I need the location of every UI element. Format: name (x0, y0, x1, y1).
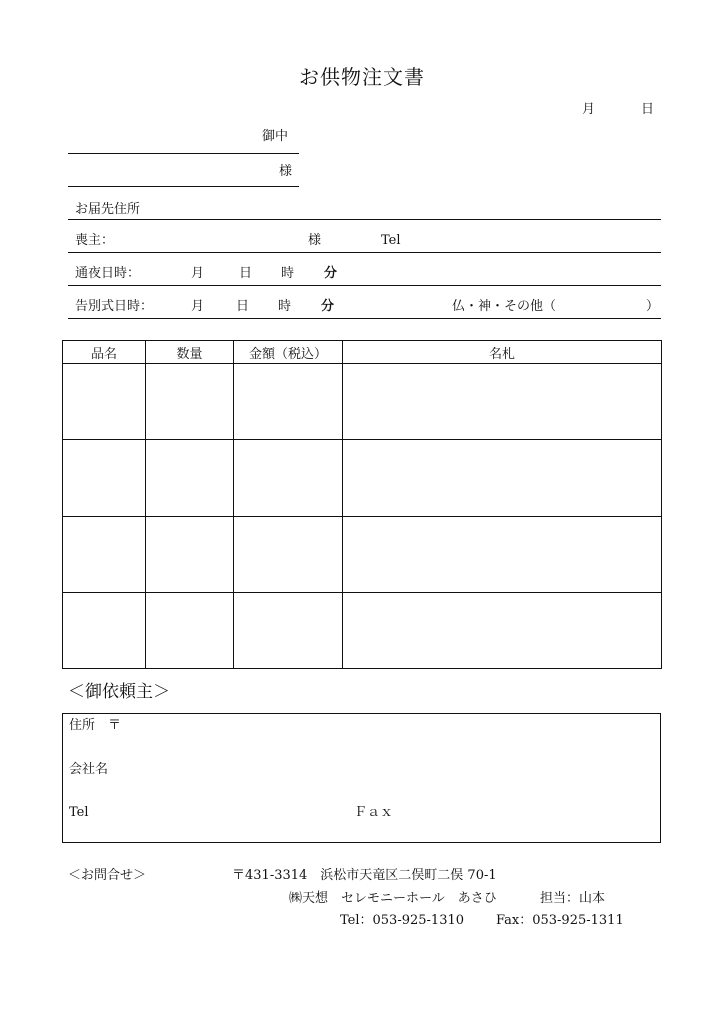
header-amount: 金額（税込） (234, 341, 343, 364)
table-row (63, 516, 662, 592)
contact-address: 〒431-3314 浜松市天竜区二俣町二俣 70-1 (232, 868, 497, 883)
contact-heading: ＜お問合せ＞ (68, 868, 147, 883)
requester-fax-label: Ｆａｘ (354, 805, 394, 820)
cell-quantity[interactable] (146, 364, 234, 440)
onchu-label: 御中 (262, 129, 289, 144)
mourner-tel-label: Tel (381, 233, 401, 248)
table-row (63, 592, 662, 668)
requester-address-label: 住所 〒 (69, 718, 122, 733)
cell-quantity[interactable] (146, 516, 234, 592)
funeral-line[interactable] (68, 318, 661, 319)
funeral-datetime-label: 告別式日時： (75, 299, 154, 314)
cell-item-name[interactable] (63, 592, 146, 668)
wake-datetime-label: 通夜日時： (75, 266, 141, 281)
cell-amount[interactable] (234, 592, 343, 668)
wake-line[interactable] (68, 285, 661, 286)
requester-company-label: 会社名 (69, 762, 109, 777)
recipient-company-line[interactable] (68, 153, 299, 154)
contact-tel: Tel：053-925-1310 (340, 913, 465, 928)
wake-hour-label: 時 (281, 266, 295, 281)
mourner-sama-label: 様 (308, 233, 322, 248)
wake-minute-label: 分 (324, 266, 338, 281)
contact-fax: Fax：053-925-1311 (496, 913, 624, 928)
sama-label: 様 (279, 164, 293, 179)
cell-name-tag[interactable] (343, 592, 662, 668)
cell-amount[interactable] (234, 516, 343, 592)
cell-quantity[interactable] (146, 592, 234, 668)
funeral-day-label: 日 (236, 299, 250, 314)
date-month-label: 月 (582, 102, 596, 117)
cell-quantity[interactable] (146, 440, 234, 516)
requester-heading: ＜御依頼主＞ (68, 682, 170, 702)
cell-item-name[interactable] (63, 440, 146, 516)
cell-item-name[interactable] (63, 516, 146, 592)
delivery-address-label: お届先住所 (75, 202, 141, 217)
mourner-label: 喪主： (75, 233, 115, 248)
cell-name-tag[interactable] (343, 516, 662, 592)
cell-item-name[interactable] (63, 364, 146, 440)
header-name-tag: 名札 (343, 341, 662, 364)
delivery-address-line[interactable] (68, 219, 661, 220)
document-title: お供物注文書 (299, 65, 425, 89)
cell-name-tag[interactable] (343, 440, 662, 516)
funeral-minute-label: 分 (321, 299, 335, 314)
religion-label: 仏・神・その他（ (452, 299, 557, 314)
date-day-label: 日 (641, 102, 655, 117)
table-row (63, 440, 662, 516)
mourner-line[interactable] (68, 252, 661, 253)
header-quantity: 数量 (146, 341, 234, 364)
contact-company: ㈱天想 セレモニーホール あさひ (289, 891, 497, 906)
offerings-table (62, 340, 662, 669)
contact-person: 担当：山本 (540, 891, 606, 906)
cell-amount[interactable] (234, 440, 343, 516)
cell-amount[interactable] (234, 364, 343, 440)
cell-name-tag[interactable] (343, 364, 662, 440)
table-row (63, 364, 662, 440)
wake-day-label: 日 (239, 266, 253, 281)
wake-month-label: 月 (191, 266, 205, 281)
funeral-month-label: 月 (191, 299, 205, 314)
funeral-hour-label: 時 (278, 299, 292, 314)
requester-box (62, 713, 661, 843)
recipient-name-line[interactable] (68, 186, 299, 187)
table-header-row (63, 341, 662, 364)
religion-close-paren: ） (646, 299, 660, 314)
header-item-name: 品名 (63, 341, 146, 364)
requester-tel-label: Tel (69, 805, 89, 820)
